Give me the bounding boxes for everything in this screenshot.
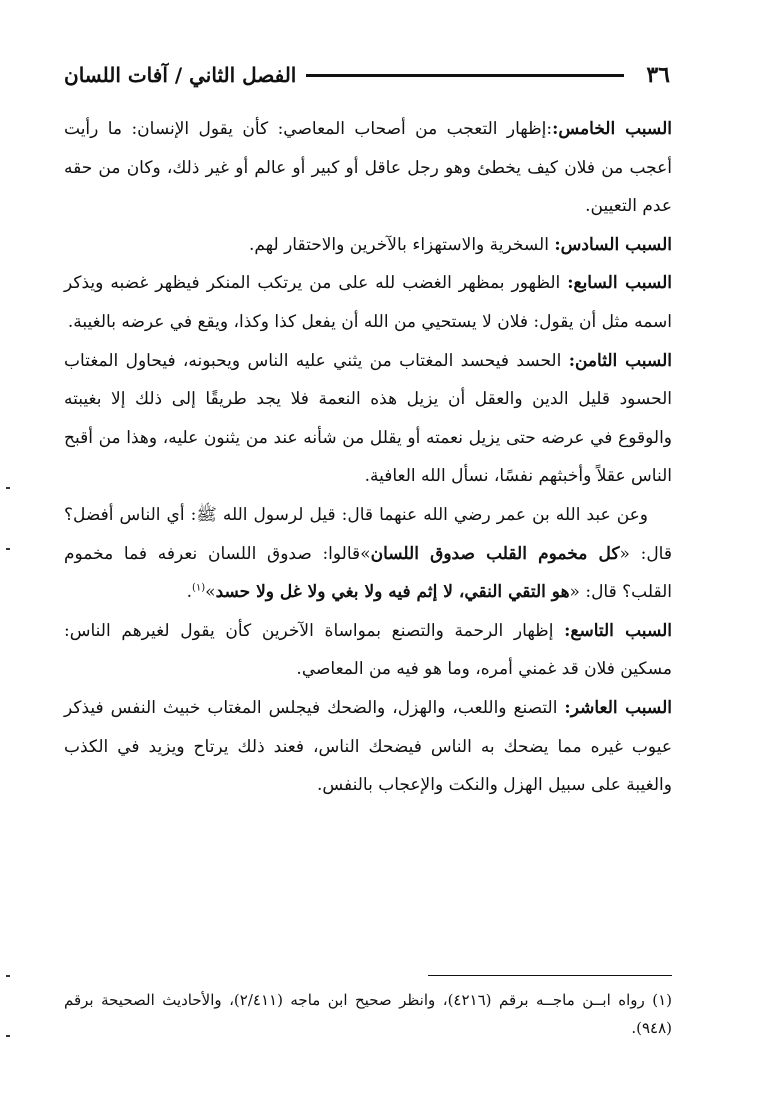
footnote-ref[interactable]: (١) <box>191 582 206 594</box>
reason-text: :إظهار التعجب من أصحاب المعاصي: كأن يقول الإنسان: ما رأيت أعجب من فلان كيف يخطئ وهو رجل عاقل أو كبير أو عالم أو غير ذلك، وكان من حقه عدم التعيين. <box>64 119 672 217</box>
footnote-divider <box>428 975 672 976</box>
page-header <box>64 58 670 92</box>
reason-label: السبب الثامن: <box>568 350 672 371</box>
reason-text: الحسد فيحسد المغتاب من يثني عليه الناس ويحبونه، فيحاول المغتاب الحسود قليل الدين والعقل أن يزيل هذه النعمة فلا يجد طريقًا إلى ذلك إلا بغيبته والوقوع في عرضه حتى يزيل نعمته أو يقلل من شأنه عند من يثنون عليه، وهذا من أقبح الناس عقلاً وأخبثهم نفسًا، نسأل الله العافية. <box>64 350 672 487</box>
body-text <box>64 110 672 805</box>
header-rule <box>306 74 624 77</box>
paragraph-reason-8 <box>64 342 672 496</box>
reason-text: التصنع واللعب، والهزل، والضحك فيجلس المغتاب خبيث النفس فيذكر عيوب غيره مما يضحك به الناس فيضحك الناس، فعند ذلك يرتاح ويزيد في الكذب والغيبة على سبيل الهزل والنكت والإعجاب بالنفس. <box>64 697 672 796</box>
reason-text: الظهور بمظهر الغضب لله على من يرتكب المنكر فيظهر غضبه ويذكر اسمه مثل أن يقول: فلان لا يستحيي من الله أن يفعل كذا وكذا، ويقع في عرضه بالغيبة. <box>64 273 672 332</box>
paragraph-hadith <box>64 496 672 612</box>
margin-mark <box>6 1035 10 1037</box>
reason-label: السبب التاسع: <box>564 620 673 641</box>
hadith-quote-1: كل مخموم القلب صدوق اللسان <box>370 543 620 564</box>
hadith-quote-2: هو التقي النقي، لا إثم فيه ولا بغي ولا غل ولا حسد <box>215 582 570 603</box>
page-number: ٣٦ <box>646 62 670 88</box>
paragraph-reason-10 <box>64 689 672 805</box>
reason-text: السخرية والاستهزاء بالآخرين والاحتقار لهم. <box>248 234 555 255</box>
margin-mark <box>6 975 10 977</box>
reason-label: السبب الخامس: <box>552 119 672 139</box>
paragraph-reason-6 <box>64 226 672 265</box>
hadith-period: . <box>186 582 192 603</box>
hadith-intro: وعن عبد الله بن عمر رضي الله عنهما قال: قيل لرسول الله ﷺ: أي الناس أفضل؟ قال: « <box>64 504 672 564</box>
paragraph-reason-9 <box>64 612 672 689</box>
reason-text: إظهار الرحمة والتصنع بمواساة الآخرين كأن يقول لغيرهم الناس: مسكين فلان قد غمني أمره، وما هو فيه من المعاصي. <box>64 620 672 680</box>
margin-mark <box>6 548 10 550</box>
margin-mark <box>6 487 10 489</box>
footnote <box>64 986 672 1042</box>
paragraph-reason-7 <box>64 264 672 341</box>
hadith-end: » <box>205 582 216 603</box>
reason-label: السبب السادس: <box>554 234 672 255</box>
reason-label: السبب السابع: <box>567 273 672 294</box>
chapter-title: الفصل الثاني / آفات اللسان <box>64 63 297 87</box>
footnote-text: (١) رواه ابــن ماجــه برقم (٤٢١٦)، وانظر صحيح ابن ماجه (٢/٤١١)، والأحاديث الصحيحة برقم (٩٤٨). <box>64 991 672 1037</box>
reason-label: السبب العاشر: <box>564 697 672 718</box>
hadith-middle: »قالوا: صدوق اللسان نعرفه فما مخموم القلب؟ قال: « <box>64 543 672 603</box>
paragraph-reason-5 <box>64 110 672 226</box>
